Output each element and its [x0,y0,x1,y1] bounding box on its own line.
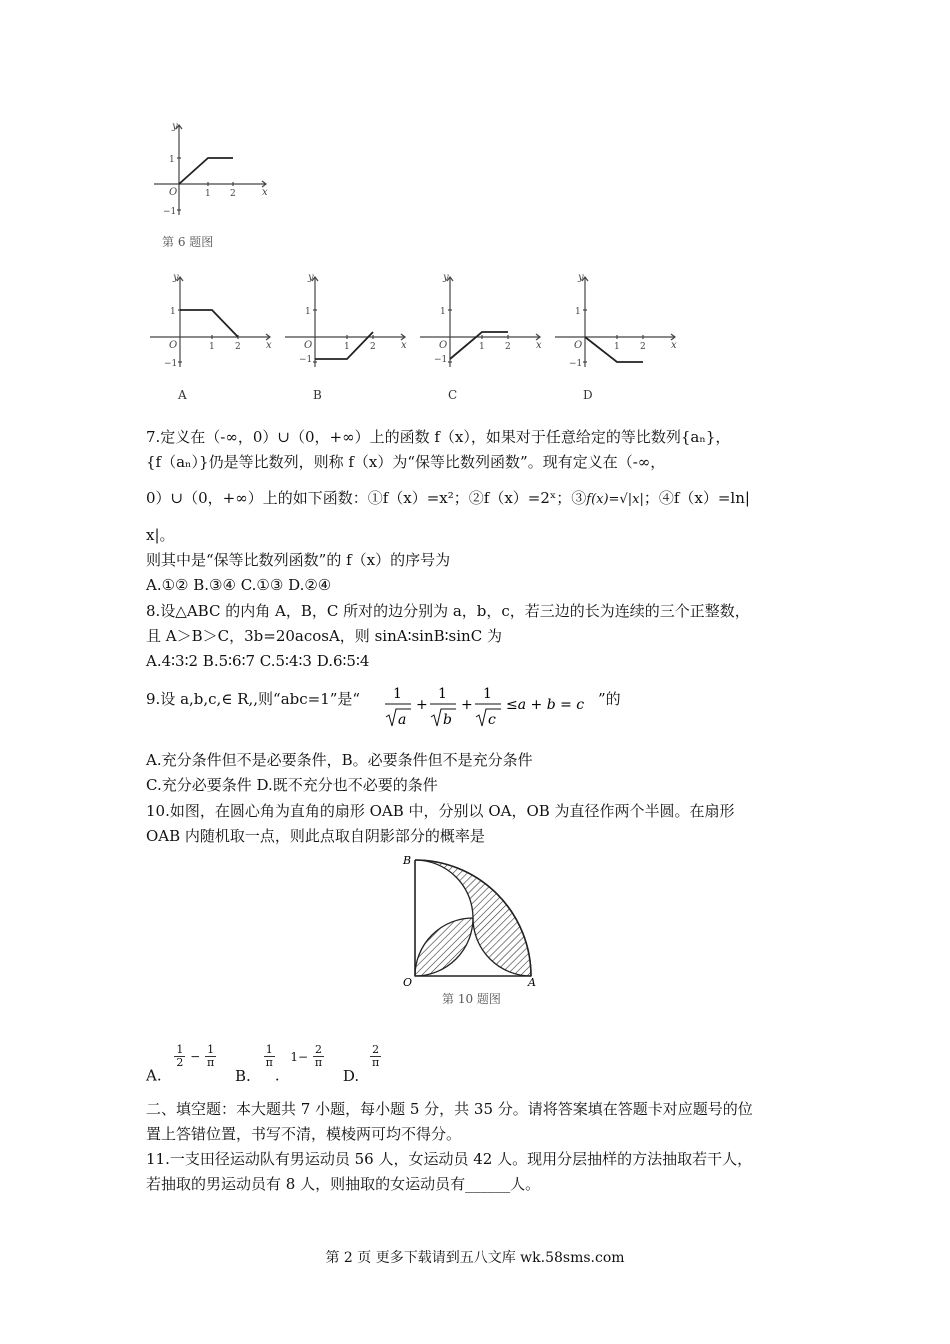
q10-label-O: O [403,976,413,989]
svg-text:c: c [488,712,496,728]
fig6-origin: O [169,187,178,198]
svg-text:1: 1 [344,342,350,352]
graph-A-curve [180,310,238,337]
fig6-tick-y-neg: −1 [163,207,177,217]
q10-line1: 10.如图，在圆心角为直角的扇形 OAB 中，分别以 OA，OB 为直径作两个半圆。在扇形 [146,802,735,820]
q7-options: A.①② B.③④ C.①③ D.②④ [146,576,332,594]
section2-line1: 二、填空题：本大题共 7 小题，每小题 5 分，共 35 分。请将答案填在答题卡对应题号的位 [146,1100,753,1118]
svg-text:x: x [401,340,407,351]
graph-A [150,272,272,402]
svg-text:a: a [398,712,407,728]
svg-text:1: 1 [305,307,311,317]
q9-options-2: C.充分必要条件 D.既不充分也不必要的条件 [146,776,438,794]
svg-text:1: 1 [170,307,176,317]
q9-options-1: A.充分条件但不是必要条件，B。必要条件但不是充分条件 [146,751,533,769]
q8-line1: 8.设△ABC 的内角 A，B，C 所对的边分别为 a，b，c，若三边的长为连续的三个正整数， [146,602,750,620]
q8-line2: 且 A＞B＞C，3b=20acosA，则 sinA∶sinB∶sinC 为 [146,627,502,645]
svg-text:+: + [461,697,473,713]
q7-line3-a: 0）∪（0，+∞）上的如下函数：①f（x）=x²；②f（x）=2ˣ；③ [146,489,587,507]
q10-opt-D: D. [342,1066,360,1085]
graph-C-label: C [448,388,458,402]
q9-inequality [383,682,598,734]
q10-fracB: $\frac{1}{\pi}$ [265,1043,273,1069]
svg-text:x: x [671,340,677,351]
svg-text:2: 2 [505,342,511,352]
svg-text:2: 2 [370,342,376,352]
svg-text:2: 2 [640,342,646,352]
q9-prefix: 9.设 a,b,c,∈ R,,则“abc=1”是“ [146,690,361,708]
svg-text:O: O [304,340,313,351]
q10-fracC: $\frac{2}{\pi}$ [314,1043,323,1069]
q7-line3-b: ；④f（x）=ln| [643,489,750,507]
q10-fig-caption: 第 10 题图 [442,992,501,1006]
q7-line2: {f（aₙ）}仍是等比数列，则称 f（x）为“保等比数列函数”。现有定义在（-∞， [146,453,666,471]
svg-text:1: 1 [393,686,402,702]
q10-line2: OAB 内随机取一点，则此点取自阴影部分的概率是 [146,827,485,845]
svg-text:y: y [443,272,449,283]
q7-line5: 则其中是“保等比数列函数”的 f（x）的序号为 [146,551,451,569]
svg-text:1: 1 [440,307,446,317]
svg-text:y: y [578,272,584,283]
q10-shaded-center [415,918,473,976]
q10-figure [398,850,548,1010]
q10-fracD: $\frac{2}{\pi}$ [371,1043,380,1069]
q10-fracA2: $\frac{1}{\pi}$ [207,1043,215,1069]
fig6-caption: 第 6 题图 [162,235,214,249]
graph-D [555,272,677,402]
svg-text:x: x [266,340,272,351]
fig6-ylabel: y [172,121,178,132]
q7-line3 [146,488,750,510]
svg-text:1: 1 [479,342,485,352]
fig6-tick-y-pos: 1 [169,155,175,165]
graph-B [285,272,407,402]
q9-suffix: ”的 [598,690,621,708]
q10-opt-A: A. [146,1066,162,1085]
q11-line2: 若抽取的男运动员有 8 人，则抽取的女运动员有______人。 [146,1175,541,1193]
page-footer: 第 2 页 更多下载请到五八文库 wk.58sms.com [325,1250,625,1266]
svg-text:y: y [308,272,314,283]
svg-text:O: O [439,340,448,351]
fig6-tick-x1: 1 [205,189,211,199]
svg-text:1: 1 [209,342,215,352]
q11-line1: 11.一支田径运动队有男运动员 56 人，女运动员 42 人。现用分层抽样的方法抽取若干人， [146,1150,753,1168]
svg-text:−1: −1 [569,359,583,369]
q10-fracA1: $\frac{1}{2}$ [176,1043,184,1069]
q7-line4: x|。 [146,526,175,544]
svg-text:−1: −1 [299,355,313,365]
svg-text:y: y [173,272,179,283]
q9-rhs: ≤a + b = c [506,697,585,713]
svg-text:2: 2 [235,342,241,352]
svg-text:−1: −1 [434,355,448,365]
q10-label-A: A [528,976,536,989]
fig6-tick-x2: 2 [230,189,236,199]
q10-opt-B: B. [235,1066,251,1085]
svg-text:1: 1 [483,686,492,702]
q8-options: A.4∶3∶2 B.5∶6∶7 C.5∶4∶3 D.6∶5∶4 [146,652,370,670]
fig6-function-curve [179,158,233,184]
svg-text:b: b [443,712,452,728]
svg-text:1: 1 [438,686,447,702]
option-graphs [140,262,700,412]
graph-C [420,272,542,402]
fig6-graph [146,115,276,225]
graph-B-label: B [313,388,322,402]
q10-options: A. $\frac{1}{2}$ − $\frac{1}{\pi}$ B. $\frac{1}{\pi}$ . 1− $\frac{2}{\pi}$ D. $\frac{2}{\pi}$ [146,1043,380,1085]
svg-text:1: 1 [575,307,581,317]
q7-formula: f(x)=√|x| [586,492,644,507]
section2-line2: 置上答错位置，书写不清，模棱两可均不得分。 [146,1125,462,1143]
q10-label-B: B [403,854,412,867]
svg-text:O: O [574,340,583,351]
svg-text:−1: −1 [164,359,178,369]
svg-text:+: + [416,697,428,713]
fig6-xlabel: x [262,187,268,198]
svg-text:O: O [169,340,178,351]
svg-text:x: x [536,340,542,351]
graph-A-label: A [178,388,187,402]
q7-line1: 7.定义在（-∞，0）∪（0，+∞）上的函数 f（x），如果对于任意给定的等比数列{aₙ}， [146,428,731,446]
svg-text:1: 1 [614,342,620,352]
graph-D-label: D [583,388,593,402]
